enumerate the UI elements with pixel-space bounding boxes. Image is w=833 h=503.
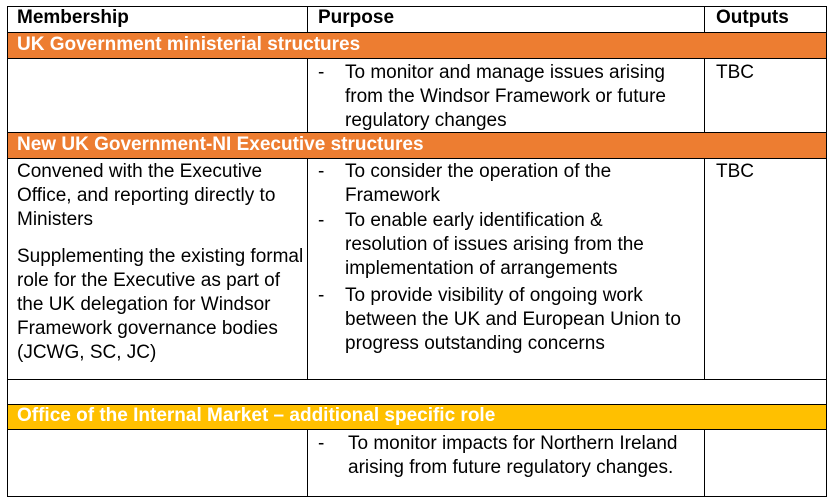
column-header-membership: Membership <box>17 7 129 28</box>
section2-purpose-bullet-marker: - <box>318 285 325 306</box>
section3-purpose-item: To monitor impacts for Northern Ireland arising from future regulatory changes. <box>348 433 678 478</box>
column-divider <box>307 58 308 133</box>
section2-membership-item: Supplementing the existing formal role for the Executive as part of the UK delegation for Windsor Framework governance bodies (JCWG, SC, JC) <box>17 246 304 363</box>
column-divider <box>307 158 308 380</box>
row-divider <box>7 32 827 33</box>
row-divider <box>7 58 827 59</box>
section-header-internal-market: Office of the Internal Market – additional specific role <box>7 404 827 429</box>
row-divider <box>7 496 827 497</box>
section1-purpose-item: To monitor and manage issues arising from the Windsor Framework or future regulatory changes <box>345 62 666 131</box>
row-divider <box>7 429 827 430</box>
section2-membership-item: Convened with the Executive Office, and reporting directly to Ministers <box>17 161 276 230</box>
section2-purpose-item: To enable early identification & resolution of issues arising from the implementation of arrangements <box>345 210 644 279</box>
section2-purpose-bullet-marker: - <box>318 161 325 182</box>
section-header-uk-government: UK Government ministerial structures <box>7 33 827 58</box>
column-header-purpose: Purpose <box>318 7 395 28</box>
section2-purpose-bullet-marker: - <box>318 210 325 231</box>
section2-purpose-item: To consider the operation of the Framework <box>345 161 612 206</box>
row-divider <box>7 158 827 159</box>
section2-purpose-item: To provide visibility of ongoing work between the UK and European Union to progress outstanding concerns <box>345 285 681 354</box>
column-header-outputs: Outputs <box>716 7 789 28</box>
column-divider <box>307 429 308 497</box>
section3-purpose-bullet-marker: - <box>318 433 325 454</box>
column-divider <box>307 6 308 33</box>
section1-purpose-bullet-marker: - <box>318 62 325 83</box>
row-divider <box>7 6 827 7</box>
table-border <box>826 6 827 497</box>
column-divider <box>704 158 705 380</box>
column-divider <box>704 58 705 133</box>
row-divider <box>7 404 827 405</box>
row-divider <box>7 132 827 133</box>
row-divider <box>7 379 827 380</box>
section-header-ni-executive: New UK Government-NI Executive structures <box>7 133 827 158</box>
column-divider <box>704 429 705 497</box>
section1-outputs: TBC <box>716 62 754 83</box>
column-divider <box>704 6 705 33</box>
section2-outputs: TBC <box>716 161 754 182</box>
table-border <box>7 6 8 497</box>
